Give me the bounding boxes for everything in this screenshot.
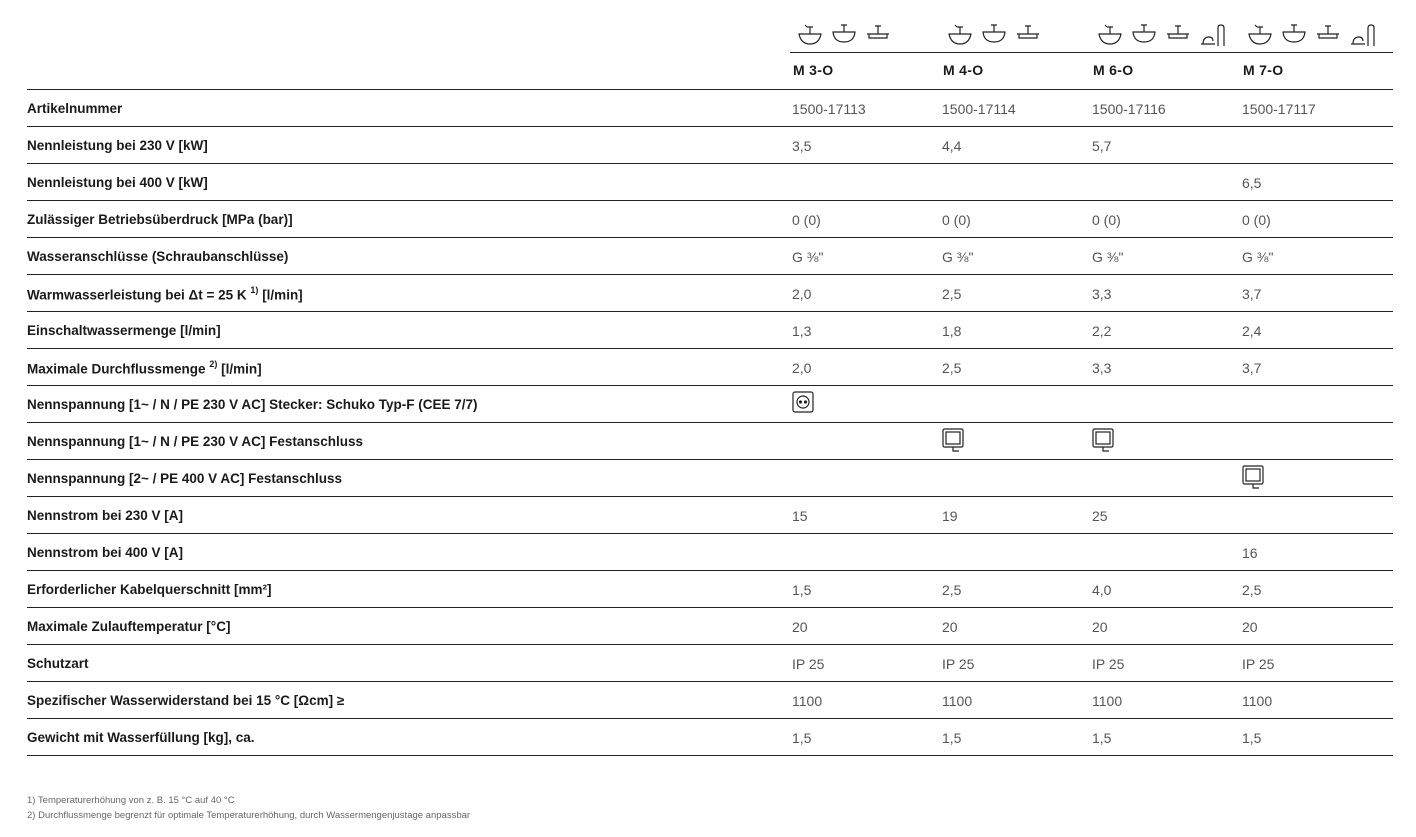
row-label: Einschaltwassermenge [l/min] (27, 323, 221, 338)
kitchen-sink-icon (1165, 22, 1191, 48)
table-row (27, 90, 1393, 127)
icon-group-4 (1247, 18, 1375, 48)
footnotes (27, 793, 470, 823)
table-cell: 1500-17116 (1092, 101, 1166, 117)
table-cell: 16 (1242, 545, 1258, 561)
row-label: Wasseranschlüsse (Schraubanschlüsse) (27, 249, 289, 264)
table-cell: 4,0 (1092, 582, 1112, 598)
table-row (27, 349, 1393, 386)
table-cell: 6,5 (1242, 175, 1262, 191)
table-cell: 1,8 (942, 323, 962, 339)
table-cell: 1,5 (792, 582, 812, 598)
table-row (27, 645, 1393, 682)
schuko-plug-icon (792, 391, 814, 418)
table-cell: 20 (942, 619, 958, 635)
table-row (27, 423, 1393, 460)
sink-icon (1247, 22, 1273, 48)
table-cell: 1100 (792, 693, 823, 709)
kitchen-sink-icon (1015, 22, 1041, 48)
table-cell: 0 (0) (1242, 212, 1271, 228)
table-cell: 1500-17113 (792, 101, 866, 117)
kitchen-sink-icon (865, 22, 891, 48)
fixed-connection-icon (1092, 428, 1114, 459)
icon-group-3 (1097, 18, 1225, 48)
table-row (27, 460, 1393, 497)
table-cell: G ⅜" (942, 249, 974, 265)
model-header-m7: M 7-O (1243, 62, 1284, 78)
row-label: Schutzart (27, 656, 89, 671)
row-label: Spezifischer Wasserwiderstand bei 15 °C [Ωcm] ≥ (27, 693, 345, 708)
table-row (27, 608, 1393, 645)
spec-table (27, 89, 1393, 756)
table-cell: 1,5 (1242, 730, 1262, 746)
table-row (27, 682, 1393, 719)
kitchen-sink-icon (1315, 22, 1341, 48)
table-cell: 2,2 (1092, 323, 1112, 339)
table-cell: 2,0 (792, 286, 812, 302)
row-label: Zulässiger Betriebsüberdruck [MPa (bar)] (27, 212, 293, 227)
table-cell: 2,5 (942, 360, 962, 376)
row-label: Erforderlicher Kabelquerschnitt [mm²] (27, 582, 272, 597)
table-row (27, 571, 1393, 608)
table-row (27, 164, 1393, 201)
table-cell: 0 (0) (1092, 212, 1121, 228)
table-cell: G ⅜" (1092, 249, 1124, 265)
sink-icon (947, 22, 973, 48)
table-cell: 1100 (1092, 693, 1123, 709)
table-cell: 5,7 (1092, 138, 1112, 154)
row-label: Artikelnummer (27, 101, 123, 116)
row-label: Nennspannung [1~ / N / PE 230 V AC] Festanschluss (27, 434, 363, 449)
icon-group-2 (947, 18, 1041, 48)
row-label: Nennspannung [2~ / PE 400 V AC] Festanschluss (27, 471, 342, 486)
table-cell: 15 (792, 508, 808, 524)
row-label: Warmwasserleistung bei Δt = 25 K $^{1)}$ [l/min] (27, 285, 303, 303)
washbasin-icon (1281, 22, 1307, 48)
row-label: Maximale Zulauftemperatur [°C] (27, 619, 231, 634)
icon-group-1 (797, 18, 891, 48)
table-cell: G ⅜" (1242, 249, 1274, 265)
model-header-m3: M 3-O (793, 62, 834, 78)
table-row (27, 275, 1393, 312)
table-cell: 1500-17114 (942, 101, 1016, 117)
row-label: Nennstrom bei 230 V [A] (27, 508, 184, 523)
table-cell: 20 (792, 619, 808, 635)
table-cell: 1100 (1242, 693, 1273, 709)
table-cell: 20 (1242, 619, 1258, 635)
table-cell: 1,5 (1092, 730, 1112, 746)
shower-icon (1349, 22, 1375, 48)
table-row (27, 312, 1393, 349)
table-row (27, 201, 1393, 238)
application-icons-row (0, 0, 1416, 52)
table-cell: 1,5 (942, 730, 962, 746)
table-cell: 1,5 (792, 730, 812, 746)
table-cell: 20 (1092, 619, 1108, 635)
table-cell: 0 (0) (942, 212, 971, 228)
row-label: Nennleistung bei 230 V [kW] (27, 138, 208, 153)
table-cell: 3,3 (1092, 360, 1112, 376)
table-cell: IP 25 (942, 656, 975, 672)
sink-icon (797, 22, 823, 48)
row-label: Nennleistung bei 400 V [kW] (27, 175, 208, 190)
table-row (27, 238, 1393, 275)
table-cell: G ⅜" (792, 249, 824, 265)
table-row (27, 719, 1393, 756)
table-row (27, 497, 1393, 534)
footnote-1: 1) Temperaturerhöhung von z. B. 15 °C auf 40 °C (27, 795, 235, 806)
row-label: Nennstrom bei 400 V [A] (27, 545, 184, 560)
row-label: Nennspannung [1~ / N / PE 230 V AC] Stecker: Schuko Typ-F (CEE 7/7) (27, 397, 478, 412)
table-row (27, 386, 1393, 423)
row-label: Gewicht mit Wasserfüllung [kg], ca. (27, 730, 255, 745)
washbasin-icon (831, 22, 857, 48)
table-row (27, 127, 1393, 164)
header-divider (790, 52, 1393, 53)
table-cell: 4,4 (942, 138, 962, 154)
table-cell: 2,5 (942, 582, 962, 598)
table-row (27, 534, 1393, 571)
table-cell: 2,5 (1242, 582, 1262, 598)
table-cell: 3,3 (1092, 286, 1112, 302)
model-header-m6: M 6-O (1093, 62, 1134, 78)
table-cell: 19 (942, 508, 958, 524)
table-cell: 2,4 (1242, 323, 1262, 339)
shower-icon (1199, 22, 1225, 48)
sink-icon (1097, 22, 1123, 48)
table-cell: IP 25 (1242, 656, 1275, 672)
washbasin-icon (1131, 22, 1157, 48)
fixed-connection-icon (942, 428, 964, 459)
table-cell: 3,7 (1242, 286, 1262, 302)
footnote-2: 2) Durchflussmenge begrenzt für optimale Temperaturerhöhung, durch Wassermengenjustage anpassbar (27, 810, 471, 821)
table-cell: 1,3 (792, 323, 812, 339)
table-cell: 1100 (942, 693, 973, 709)
washbasin-icon (981, 22, 1007, 48)
table-cell: 1500-17117 (1242, 101, 1316, 117)
table-cell: IP 25 (792, 656, 825, 672)
table-cell: 3,7 (1242, 360, 1262, 376)
model-header-m4: M 4-O (943, 62, 984, 78)
table-cell: 0 (0) (792, 212, 821, 228)
table-cell: 2,0 (792, 360, 812, 376)
table-cell: 3,5 (792, 138, 812, 154)
table-cell: 25 (1092, 508, 1108, 524)
table-cell: 2,5 (942, 286, 962, 302)
table-cell: IP 25 (1092, 656, 1125, 672)
fixed-connection-icon (1242, 465, 1264, 496)
row-label: Maximale Durchflussmenge $^{2)}$ [l/min] (27, 359, 262, 377)
